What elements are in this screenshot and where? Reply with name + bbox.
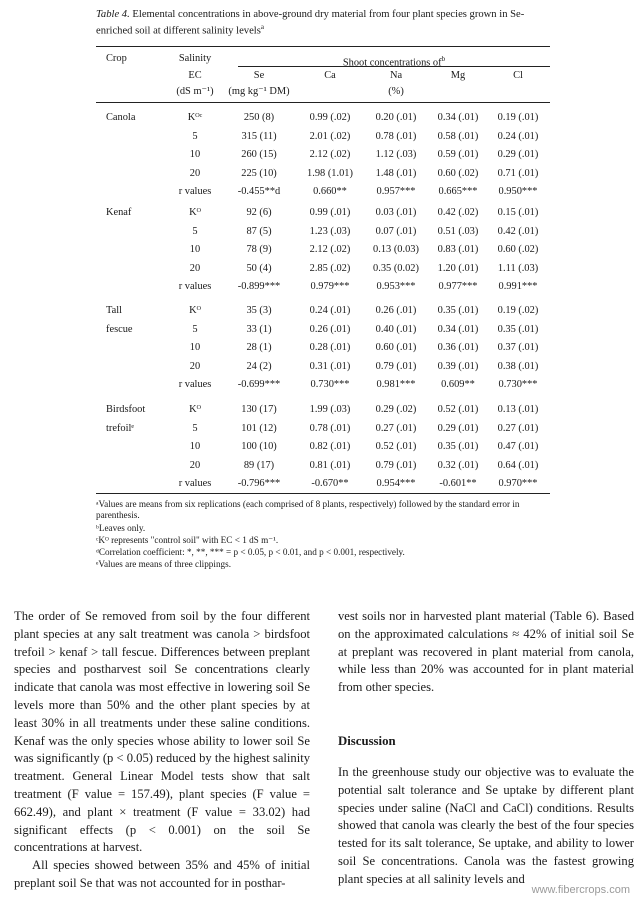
cell-ca: 0.660** [313,186,347,198]
cell-na: 0.03 (.01) [375,207,417,218]
cell-ca: 2.12 (.02) [309,244,351,256]
cell-ec: r values [178,379,212,391]
cell-cl: 0.24 (.01) [497,130,539,142]
cell-ca: 2.01 (.02) [309,130,351,142]
cell-mg: 0.29 (.01) [437,422,479,434]
cell-cl: 0.15 (.01) [497,207,539,218]
cell-cl: 0.27 (.01) [497,422,539,434]
cell-ca: 2.12 (.02) [309,149,351,161]
header-crop: Crop [106,53,127,64]
cell-ca: 0.81 (.01) [309,459,351,471]
header-na: Na [389,70,403,81]
footnote-b: ᵇLeaves only. [96,523,146,533]
cell-ca: 0.82 (.01) [309,441,351,453]
header-mg: Mg [450,70,466,81]
cell-na: 0.79 (.01) [375,459,417,471]
header-ca: Ca [324,70,336,81]
cell-se: -0.455**d [237,186,281,198]
cell-mg: 0.60 (.02) [437,167,479,179]
cell-mg: 0.34 (.01) [437,112,479,123]
cell-na: 0.79 (.01) [375,360,417,372]
cell-ec: 20 [189,459,201,471]
crop-name-line2: fescue [106,323,133,335]
table-caption-label: Table 4. [96,9,130,20]
cell-se: 92 (6) [246,207,272,218]
cell-ec: 20 [189,360,201,372]
cell-na: 0.27 (.01) [375,422,417,434]
cell-se: 101 (12) [241,422,277,434]
cell-cl: 0.19 (.02) [497,305,539,316]
footnote-e: ᵉValues are means of three clippings. [96,559,232,569]
cell-na: 1.48 (.01) [375,167,417,179]
cell-ec: 10 [189,342,201,354]
cell-na: 0.78 (.01) [375,130,417,142]
header-se: Se [253,70,265,81]
cell-mg: 0.59 (.01) [437,149,479,161]
cell-mg: 0.39 (.01) [437,360,479,372]
cell-cl: 1.11 (.03) [497,262,539,274]
cell-ec: 20 [189,262,201,274]
cell-ec: r values [178,478,212,490]
cell-mg: 0.36 (.01) [437,342,479,354]
right-column-top [338,608,634,697]
cell-cl: 0.64 (.01) [497,459,539,471]
cell-na: 0.07 (.01) [375,225,417,237]
cell-cl: 0.13 (.01) [497,404,539,415]
table-top-rule [96,46,550,47]
cell-na: 0.40 (.01) [375,323,417,335]
footnote-d: ᵈCorrelation coefficient: *, **, *** = p < 0.05, p < 0.01, and p < 0.001, respectively. [96,547,405,557]
cell-cl: 0.71 (.01) [497,167,539,179]
cell-mg: 0.42 (.02) [437,207,479,218]
cell-se: 87 (5) [246,225,272,237]
cell-se: -0.699*** [237,379,281,391]
cell-na: 0.60 (.01) [375,342,417,354]
cell-mg: 0.35 (.01) [437,441,479,453]
cell-na: 0.29 (.02) [375,404,417,415]
right-paragraph-1: vest soils nor in harvested plant material (Table 6). Based on the approximated calculations ≈ 42% of initial soil Se at preplant was recovered in plant material from canola, while less than 20% was accounted for in plant material from other species. [338,609,634,695]
cell-cl: 0.38 (.01) [497,360,539,372]
cell-mg: 0.609** [441,379,475,391]
cell-se: 250 (8) [243,112,275,123]
cell-se: 78 (9) [246,244,272,256]
cell-na: 0.13 (0.03) [373,244,419,256]
cell-na: 0.35 (0.02) [373,262,419,274]
cell-mg: 0.51 (.03) [437,225,479,237]
cell-ca: 0.28 (.01) [309,342,351,354]
cell-na: 1.12 (.03) [375,149,417,161]
cell-ca: 0.979*** [310,281,350,293]
cell-mg: 0.34 (.01) [437,323,479,335]
cell-cl: 0.950*** [498,186,538,198]
right-column-bottom [338,764,634,889]
cell-cl: 0.35 (.01) [497,323,539,335]
table-caption-note-mark: a [260,23,264,31]
cell-ca: -0.670** [311,478,349,490]
cell-mg: 1.20 (.01) [437,262,479,274]
header-ec-units: (dS m⁻¹) [176,86,214,97]
cell-ca: 1.98 (1.01) [307,167,353,179]
cell-ca: 0.31 (.01) [309,360,351,372]
cell-na: 0.953*** [376,281,416,293]
cell-ec: 5 [192,323,198,335]
header-shoot-text: Shoot concentrations of [342,57,442,69]
cell-cl: 0.60 (.02) [497,244,539,256]
cell-ec: Kᴼ [189,305,201,316]
table-bottom-rule [96,493,550,494]
cell-ca: 0.26 (.01) [309,323,351,335]
cell-ec: 10 [189,149,201,161]
cell-cl: 0.37 (.01) [497,342,539,354]
header-pct: (%) [388,86,404,97]
cell-ca: 1.99 (.03) [309,404,351,415]
cell-cl: 0.42 (.01) [497,225,539,237]
header-shoot [238,53,550,69]
header-cl: Cl [513,70,523,81]
left-paragraph-1: The order of Se removed from soil by the four different plant species at any salt treatment was canola > birdsfoot trefoil > kenaf > tall fescue. Differences between preplant species and postharvest soil Se concentrations clearly indicate that canola was most effective in lowering soil Se levels more than 50% and the other plant species by at least 30% in all treatments under these saline conditions. Kenaf was the only species whose ability to lower soil Se was significantly (p < 0.05) reduced by the highest salinity treatment. General Linear Model tests show that salt treatment (F value = 157.49), plant species (F value = 662.49), and plant × treatment (F value = 33.02) had significant effects (p < 0.001) on the soil Se concentrations at harvest. [14,609,310,855]
cell-mg: -0.601** [439,478,477,490]
table-caption [96,8,536,38]
cell-na: 0.20 (.01) [375,112,417,123]
cell-se: 225 (10) [241,167,277,179]
cell-ec: r values [178,281,212,293]
header-shoot-mark: b [441,55,446,63]
cell-se: 315 (11) [241,130,277,142]
cell-se: -0.796*** [237,478,281,490]
cell-na: 0.52 (.01) [375,441,417,453]
cell-ca: 0.24 (.01) [309,305,351,316]
cell-mg: 0.35 (.01) [437,305,479,316]
cell-cl: 0.730*** [498,379,538,391]
crop-name: Canola [106,112,136,123]
cell-ca: 1.23 (.03) [309,225,351,237]
right-paragraph-2: In the greenhouse study our objective was to evaluate the potential salt tolerance and Se uptake by different plant species under saline (NaCl and CaCl) conditions. Results showed that canola was clearly the best of the four species tested for its salt tolerance, Se uptake, and ability to lower soil Se concentrations. Canola was the fastest growing plant species at all salinity levels and [338,765,634,886]
cell-ca: 0.730*** [310,379,350,391]
cell-se: 50 (4) [246,262,272,274]
watermark: www.fibercrops.com [531,884,630,896]
cell-mg: 0.83 (.01) [437,244,479,256]
cell-na: 0.954*** [376,478,416,490]
cell-na: 0.981*** [376,379,416,391]
cell-se: 260 (15) [241,149,277,161]
cell-se: 24 (2) [246,360,272,372]
crop-name: Tall [106,305,123,316]
cell-ca: 0.99 (.01) [309,207,351,218]
cell-ec: 5 [192,130,198,142]
cell-mg: 0.977*** [438,281,478,293]
cell-ec: r values [178,186,212,198]
cell-se: 100 (10) [241,441,277,453]
cell-ca: 0.78 (.01) [309,422,351,434]
cell-se: 28 (1) [246,342,272,354]
crop-name: Birdsfoot [106,404,146,415]
cell-mg: 0.32 (.01) [437,459,479,471]
cell-se: 35 (3) [246,305,272,316]
cell-na: 0.957*** [376,186,416,198]
cell-na: 0.26 (.01) [375,305,417,316]
footnote-c: ᶜKᴼ represents "control soil" with EC < 1 dS m⁻¹. [96,535,279,545]
section-heading: Discussion [338,734,396,748]
cell-cl: 0.19 (.01) [497,112,539,123]
cell-se: 89 (17) [243,459,275,471]
cell-cl: 0.970*** [498,478,538,490]
cell-cl: 0.29 (.01) [497,149,539,161]
left-column [14,608,310,893]
cell-ec: Kᴼ [189,207,201,218]
cell-ec: 10 [189,441,201,453]
header-bottom-rule [96,102,550,103]
cell-ec: 5 [192,422,198,434]
cell-ec: Kᴼᶜ [187,112,203,123]
cell-mg: 0.58 (.01) [437,130,479,142]
cell-cl: 0.991*** [498,281,538,293]
cell-cl: 0.47 (.01) [497,441,539,453]
cell-ca: 2.85 (.02) [309,262,351,274]
cell-mg: 0.665*** [438,186,478,198]
cell-ec: 10 [189,244,201,256]
footnote-a: ᵃValues are means from six replications (each comprised of 8 plants, respectively) followed by the standard error in parenthesis. [96,499,520,521]
cell-mg: 0.52 (.01) [437,404,479,415]
cell-ec: 5 [192,225,198,237]
cell-ca: 0.99 (.02) [309,112,351,123]
cell-se: 33 (1) [246,323,272,335]
left-paragraph-2: All species showed between 35% and 45% of initial preplant soil Se that was not accounted for in posthar- [14,858,310,890]
crop-name-line2: trefoilᵉ [106,422,135,434]
header-salinity: Salinity [178,53,212,64]
cell-ec: 20 [189,167,201,179]
crop-name: Kenaf [106,207,132,218]
cell-se: 130 (17) [241,404,277,415]
header-ec: EC [188,70,202,81]
table-caption-text: Elemental concentrations in above-ground dry material from four plant species grown in Se-enriched soil at different salinity levels [96,9,525,37]
cell-ec: Kᴼ [189,404,201,415]
header-se-units: (mg kg⁻¹ DM) [228,86,290,97]
cell-se: -0.899*** [237,281,281,293]
